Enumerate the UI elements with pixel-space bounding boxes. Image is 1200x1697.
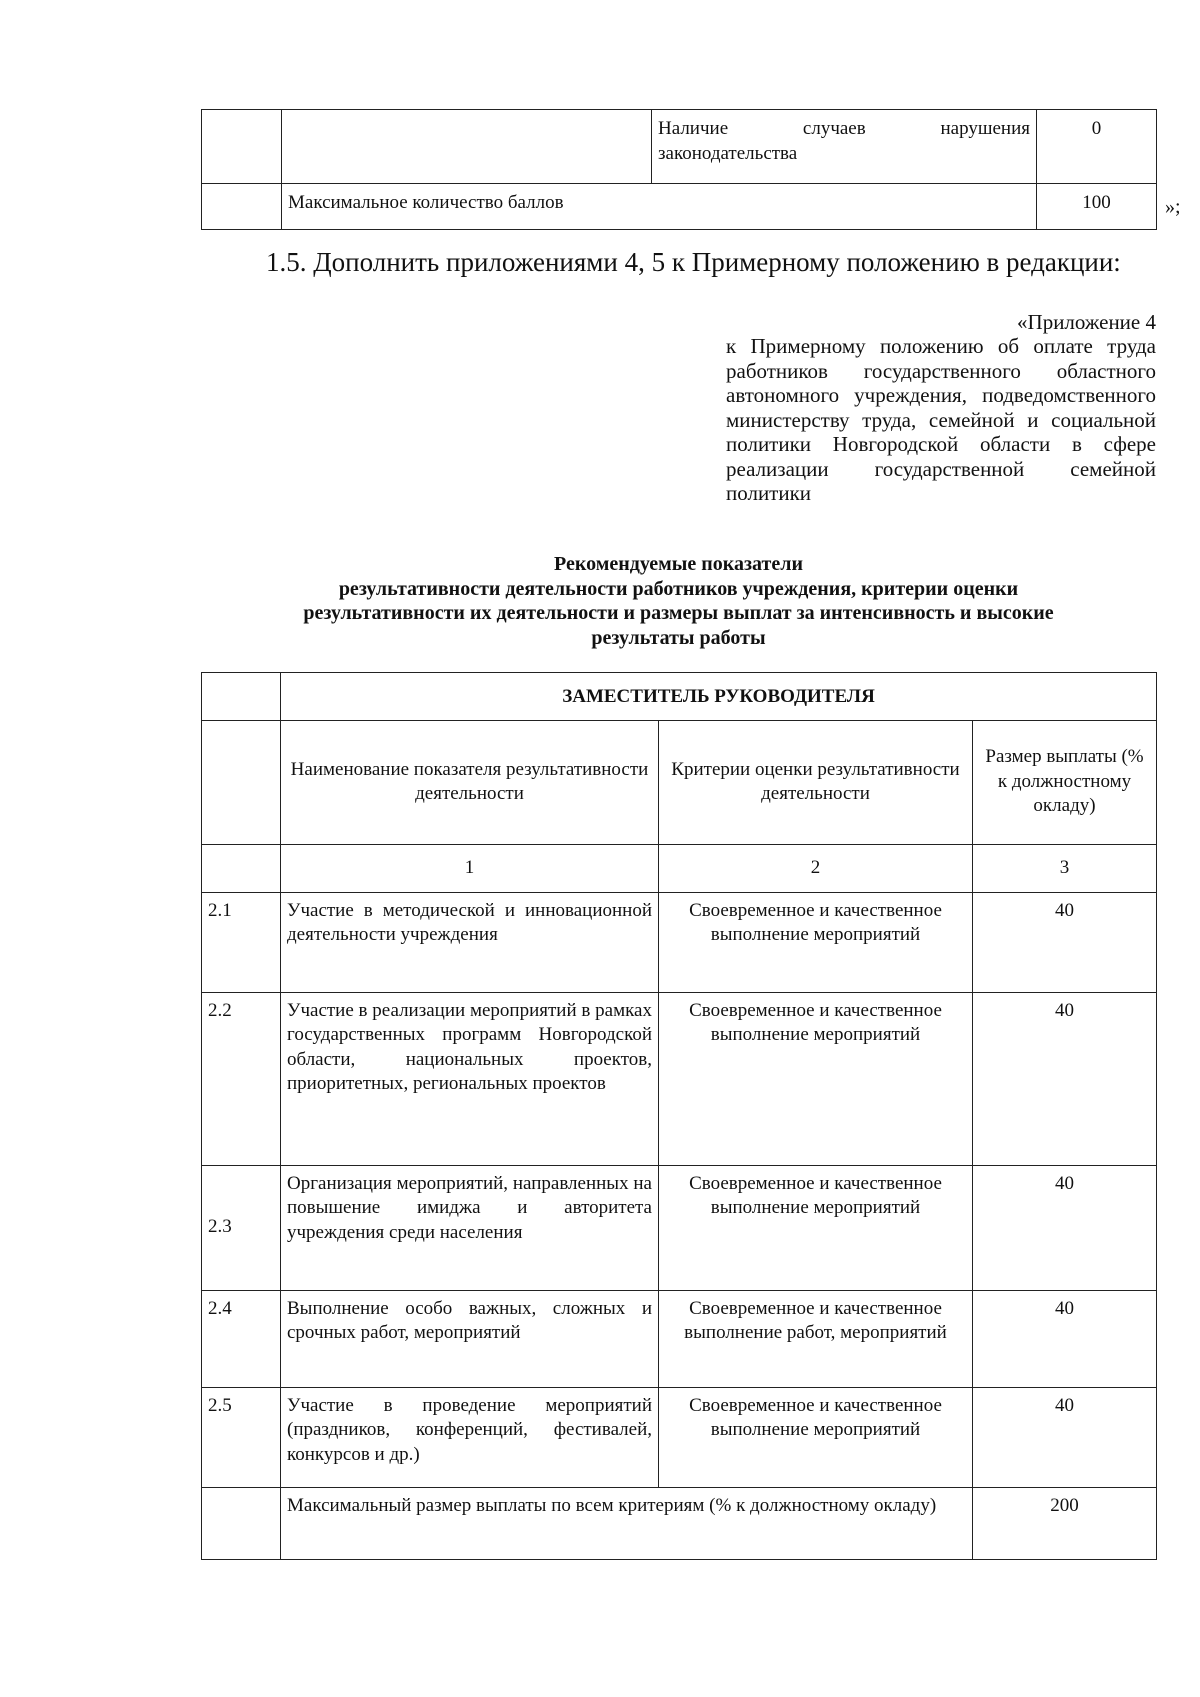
total-row	[202, 1487, 1157, 1559]
indicator-cell: Выполнение особо важных, сложных и срочных работ, мероприятий	[281, 1290, 659, 1387]
heading-line: результаты работы	[591, 626, 766, 649]
table-row	[202, 673, 1157, 721]
indicator-cell: Участие в методической и инновационной деятельности учреждения	[281, 892, 659, 992]
max-score-label: Максимальное количество баллов	[282, 184, 1037, 230]
payment-cell: 40	[973, 1165, 1157, 1290]
column-number-row	[202, 844, 1157, 892]
column-header: Критерии оценки результативности деятельности	[659, 720, 973, 844]
empty-cell	[202, 184, 282, 230]
document-heading	[201, 552, 1156, 650]
criteria-cell: Своевременное и качественное выполнение работ, мероприятий	[659, 1290, 973, 1387]
payment-cell: 40	[973, 992, 1157, 1165]
empty-cell	[202, 110, 282, 184]
row-number: 2.2	[202, 992, 281, 1165]
section-title: ЗАМЕСТИТЕЛЬ РУКОВОДИТЕЛЯ	[281, 673, 1157, 721]
total-value: 200	[973, 1487, 1157, 1559]
indicator-cell: Участие в реализации мероприятий в рамках государственных программ Новгородской области, национальных проектов, приоритетных, региональных проектов	[281, 992, 659, 1165]
heading-line: Рекомендуемые показатели	[554, 553, 803, 575]
table-header-row	[202, 720, 1157, 844]
appendix-title: «Приложение 4	[1017, 310, 1156, 334]
criteria-cell: Своевременное и качественное выполнение мероприятий	[659, 892, 973, 992]
column-header: Размер выплаты (% к должностному окладу)	[973, 720, 1157, 844]
table-row	[202, 892, 1157, 992]
top-table	[201, 109, 1157, 230]
closing-quote: »;	[1165, 196, 1181, 218]
indicators-table	[201, 672, 1157, 1560]
empty-cell	[202, 720, 281, 844]
heading-line: результативности их деятельности и размеры выплат за интенсивность и высокие	[303, 602, 1054, 624]
table-row	[202, 1165, 1157, 1290]
empty-cell	[202, 673, 281, 721]
payment-cell: 40	[973, 1290, 1157, 1387]
table-row	[202, 1387, 1157, 1487]
total-label: Максимальный размер выплаты по всем критериям (% к должностному окладу)	[281, 1487, 973, 1559]
row-number: 2.5	[202, 1387, 281, 1487]
column-number: 3	[973, 844, 1157, 892]
table-row	[202, 110, 1157, 184]
criteria-cell: Своевременное и качественное выполнение мероприятий	[659, 992, 973, 1165]
column-number: 2	[659, 844, 973, 892]
indicator-cell: Участие в проведение мероприятий (праздников, конференций, фестивалей, конкурсов и др.)	[281, 1387, 659, 1487]
payment-cell: 40	[973, 1387, 1157, 1487]
column-number: 1	[281, 844, 659, 892]
score-cell: 0	[1037, 110, 1157, 184]
heading-line: результативности деятельности работников учреждения, критерии оценки	[338, 577, 1019, 600]
payment-cell: 40	[973, 892, 1157, 992]
max-score-value: 100	[1037, 184, 1157, 230]
row-number: 2.1	[202, 892, 281, 992]
criteria-cell: Своевременное и качественное выполнение мероприятий	[659, 1387, 973, 1487]
criteria-cell: Своевременное и качественное выполнение мероприятий	[659, 1165, 973, 1290]
empty-cell	[282, 110, 652, 184]
indicator-cell: Организация мероприятий, направленных на повышение имиджа и авторитета учреждения среди населения	[281, 1165, 659, 1290]
criterion-cell: Наличие случаев нарушения законодательства	[652, 110, 1037, 184]
amendment-paragraph	[210, 246, 1156, 278]
row-number: 2.4	[202, 1290, 281, 1387]
row-number: 2.3	[202, 1165, 281, 1290]
appendix-body: к Примерному положению об оплате труда работников государственного областного автономного учреждения, подведомственного министерству труда, семейной и социальной политики Новгородской области в сфере реализации государственной семейной политики	[726, 334, 1156, 505]
empty-cell	[202, 844, 281, 892]
column-header: Наименование показателя результативности деятельности	[281, 720, 659, 844]
table-row	[202, 1290, 1157, 1387]
empty-cell	[202, 1487, 281, 1559]
table-row	[202, 184, 1157, 230]
table-row	[202, 992, 1157, 1165]
paragraph-text: 1.5. Дополнить приложениями 4, 5 к Примерному положению в редакции:	[266, 247, 1121, 277]
